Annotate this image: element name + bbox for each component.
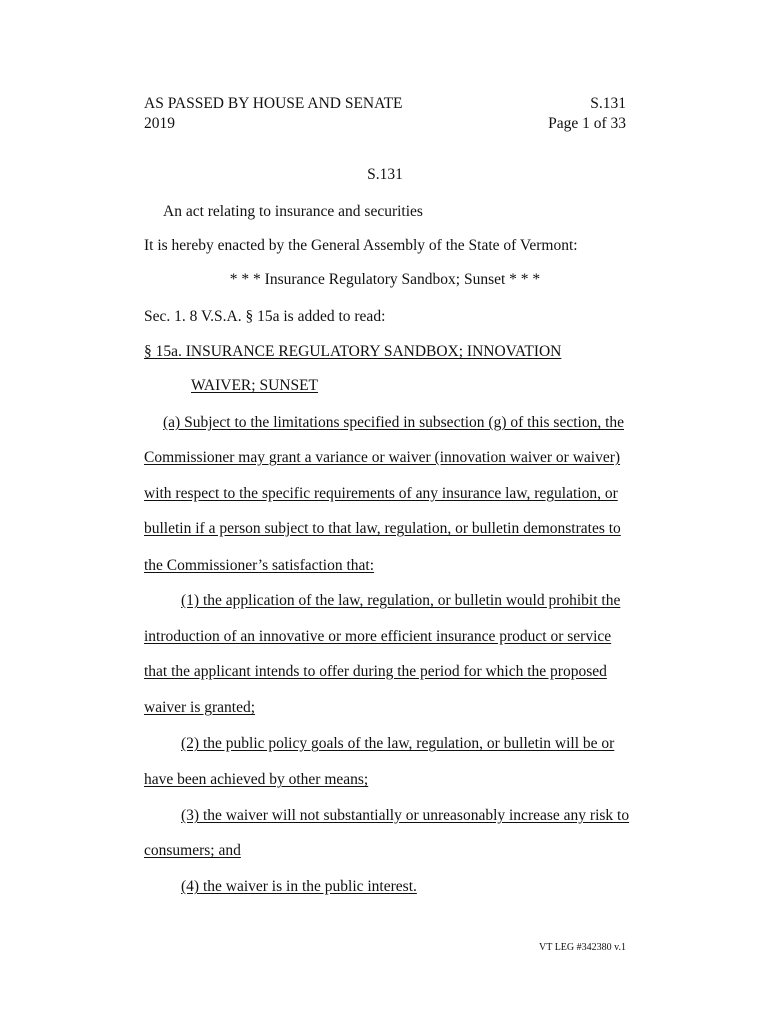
item4-line: (4) the waiver is in the public interest. (181, 878, 417, 895)
item1-line: (1) the application of the law, regulation, or bulletin would prohibit the (181, 592, 621, 609)
subsection-a-line: (a) Subject to the limitations specified in subsection (g) of this section, the (163, 414, 625, 431)
subsection-a-line: bulletin if a person subject to that law, regulation, or bulletin demonstrates to (144, 520, 621, 537)
item1-line: that the applicant intends to offer during the period for which the proposed (144, 663, 607, 680)
bill-number-title: S.131 (367, 166, 403, 183)
subsection-a-line: the Commissioner’s satisfaction that: (144, 557, 375, 574)
item1-line: introduction of an innovative or more efficient insurance product or service (144, 628, 612, 645)
subsection-a-line: with respect to the specific requirements of any insurance law, regulation, or (144, 485, 618, 502)
subsection-a-line: Commissioner may grant a variance or waiver (innovation waiver or waiver) (144, 449, 621, 466)
footer-doc-id: VT LEG #342380 v.1 (539, 942, 626, 953)
item1-line: waiver is granted; (144, 699, 256, 716)
header-status: AS PASSED BY HOUSE AND SENATE (144, 95, 403, 112)
enacting-clause: It is hereby enacted by the General Assembly of the State of Vermont: (144, 237, 578, 254)
item2-line: have been achieved by other means; (144, 771, 369, 788)
header-left (144, 94, 403, 134)
header-page-number: Page 1 of 33 (548, 115, 626, 132)
section-title-line2: WAIVER; SUNSET (191, 377, 319, 394)
section-title-line1: § 15a. INSURANCE REGULATORY SANDBOX; INNOVATION (144, 343, 562, 360)
header-bill-number: S.131 (590, 95, 626, 112)
header-right (540, 94, 626, 134)
item3-line: consumers; and (144, 842, 241, 859)
section-heading: * * * Insurance Regulatory Sandbox; Sunset * * * (229, 271, 541, 288)
sec1-intro: Sec. 1. 8 V.S.A. § 15a is added to read: (144, 308, 386, 325)
item2-line: (2) the public policy goals of the law, regulation, or bulletin will be or (181, 735, 615, 752)
item3-line: (3) the waiver will not substantially or unreasonably increase any risk to (181, 807, 630, 824)
act-title: An act relating to insurance and securities (163, 203, 423, 220)
header-year: 2019 (144, 115, 175, 132)
